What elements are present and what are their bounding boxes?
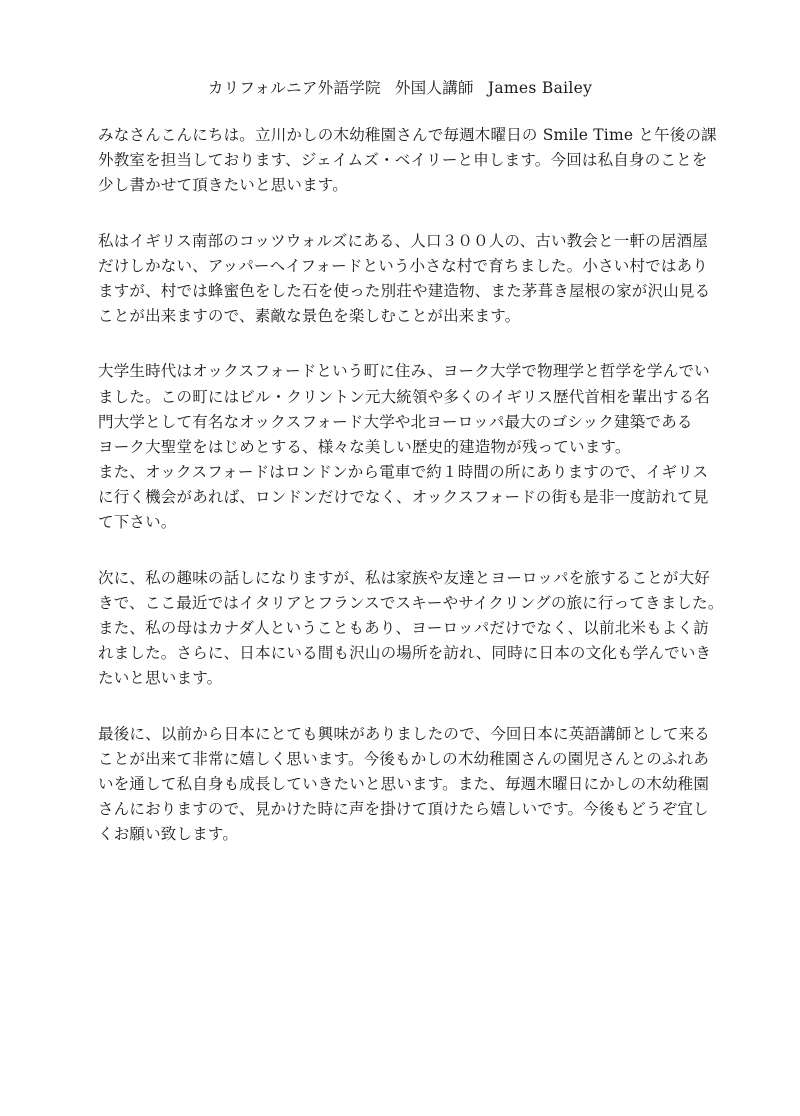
text-line: ヨーク大聖堂をはじめとする、様々な美しい歴史的建造物が残っています。 (98, 437, 631, 456)
text-line: くお願い致します。 (98, 825, 239, 844)
text-line: 私はイギリス南部のコッツウォルズにある、人口３００人の、古い教会と一軒の居酒屋 (98, 231, 708, 250)
text-line: れました。さらに、日本にいる間も沢山の場所を訪れ、同時に日本の文化も学んでいき (98, 644, 712, 663)
text-line: ますが、村では蜂蜜色をした石を使った別荘や建造物、また茅葺き屋根の家が沢山見る (98, 281, 711, 300)
text-line: ことが出来ますので、素敵な景色を楽しむことが出来ます。 (98, 307, 521, 326)
header-role: 外国人講師 (394, 79, 474, 97)
text-line: みなさんこんにちは。立川かしの木幼稚園さんで毎週木曜日の Smile Time と午後の課 (98, 126, 717, 144)
text-line: 外教室を担当しております、ジェイムズ・ベイリーと申します。今回は私自身のことを (98, 151, 708, 170)
paragraph-university (98, 359, 710, 535)
text-line: 大学生時代はオックスフォードという町に住み、ヨーク大学で物理学と哲学を学んでい (98, 362, 710, 381)
text-line: ことが出来て非常に嬉しく思います。今後もかしの木幼稚園さんの園児さんとのふれあ (98, 749, 710, 768)
text-line: 少し書かせて頂きたいと思います。 (98, 176, 348, 195)
text-line: さんにおりますので、見かけた時に声を掛けて頂けたら嬉しいです。今後もどうぞ宜し (98, 800, 709, 819)
header-name: James Bailey (487, 79, 593, 97)
document-header (0, 76, 800, 98)
paragraph-greeting (98, 123, 717, 199)
paragraph-hobbies (98, 566, 724, 692)
text-line: 次に、私の趣味の話しになりますが、私は家族や友達とヨーロッパを旅することが大好 (98, 568, 710, 587)
text-line: 門大学として有名なオックスフォード大学や北ヨーロッパ最大のゴシック建築である (98, 412, 693, 431)
header-school: カリフォルニア外語学院 (207, 79, 381, 97)
text-line: だけしかない、アッパーヘイフォードという小さな村で育ちました。小さい村ではあり (98, 256, 708, 275)
text-line: たいと思います。 (98, 669, 223, 688)
text-line: また、オックスフォードはロンドンから電車で約１時間の所にありますので、イギリス (98, 463, 709, 482)
text-line: きで、ここ最近ではイタリアとフランスでスキーやサイクリングの旅に行ってきました。 (98, 593, 724, 612)
paragraph-hometown (98, 229, 710, 330)
text-line: て下さい。 (98, 513, 177, 532)
text-line: ました。この町にはビル・クリントン元大統領や多くのイギリス歴代首相を輩出する名 (98, 387, 710, 406)
text-line: いを通して私自身も成長していきたいと思います。また、毎週木曜日にかしの木幼稚園 (98, 774, 710, 793)
document-body (98, 123, 724, 878)
paragraph-closing (98, 722, 710, 848)
text-line: 最後に、以前から日本にとても興味がありましたので、今回日本に英語講師として来る (98, 724, 710, 743)
text-line: また、私の母はカナダ人ということもあり、ヨーロッパだけでなく、以前北米もよく訪 (98, 619, 709, 637)
text-line: に行く機会があれば、ロンドンだけでなく、オックスフォードの街も是非一度訪れて見 (98, 488, 709, 507)
